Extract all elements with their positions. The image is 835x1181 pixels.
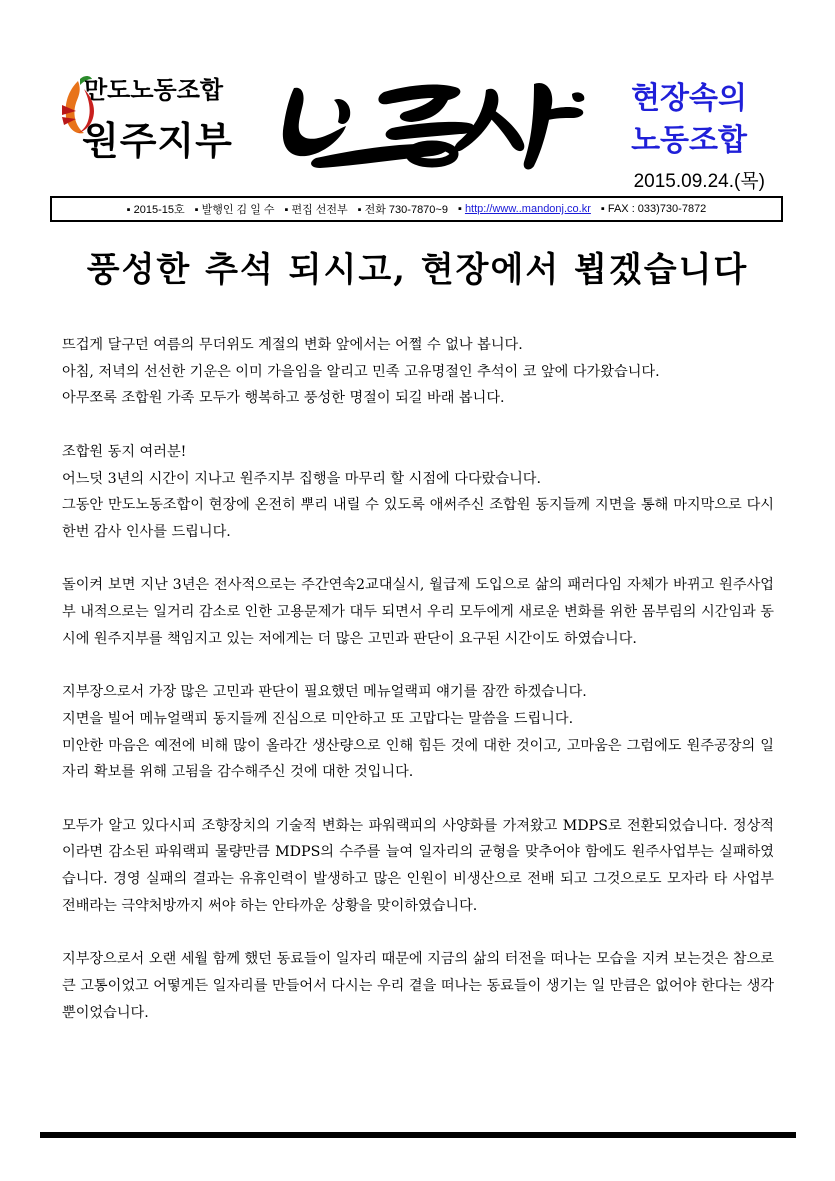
text-line: 지부장으로서 오랜 세월 함께 했던 동료들이 일자리 때문에 지금의 삶의 터전을 떠나는 모습을 지켜 보는것은 참으로 큰 고통이었고 어떻게든 일자리를 만들어서 다시는 우리 곁을 떠나는 동료들이 생기는 일 만큼은 없어야 한다는 생각뿐이었습니다. bbox=[62, 951, 774, 1021]
text-line: 아침, 저녁의 선선한 기운은 이미 가을임을 알리고 민족 고유명절인 추석이 코 앞에 다가왔습니다. bbox=[62, 363, 660, 380]
text-line: 지부장으로서 가장 많은 고민과 판단이 필요했던 메뉴얼랙피 얘기를 잠깐 하겠습니다. bbox=[62, 684, 587, 701]
info-bar bbox=[50, 196, 783, 222]
branch-name: 원주지부 bbox=[82, 119, 233, 163]
phone: ▪ 전화 730-7870~9 bbox=[357, 204, 448, 216]
publisher: ▪ 발행인 김 일 수 bbox=[194, 204, 275, 216]
text-line: 그동안 만도노동조합이 현장에 온전히 뿌리 내릴 수 있도록 애써주신 조합원 동지들께 지면을 통해 마지막으로 다시 한번 감사 인사를 드립니다. bbox=[62, 497, 774, 540]
paragraph-2 bbox=[62, 439, 774, 546]
slogan-line2: 노동조합 bbox=[631, 124, 747, 157]
slogan-line1: 현장속의 bbox=[631, 82, 747, 115]
bottom-rule bbox=[40, 1132, 796, 1138]
fax: ▪ FAX : 033)730-7872 bbox=[600, 203, 707, 215]
paragraph-5 bbox=[62, 813, 774, 920]
paragraph-4 bbox=[62, 679, 774, 786]
paragraph-3 bbox=[62, 572, 774, 652]
website-link[interactable]: http://www..mandonj.co.kr bbox=[464, 203, 591, 215]
paragraph-6 bbox=[62, 946, 774, 1026]
issue-date: 2015.09.24.(목) bbox=[633, 171, 765, 192]
text-line: 아무쪼록 조합원 가족 모두가 행복하고 풍성한 명절이 되길 바래 봅니다. bbox=[62, 390, 505, 407]
text-line: 조합원 동지 여러분! bbox=[62, 443, 187, 460]
editor: ▪ 편집 선전부 bbox=[284, 204, 348, 216]
url-item bbox=[458, 203, 591, 215]
text-line: 모두가 알고 있다시피 조향장치의 기술적 변화는 파워랙피의 사양화를 가져왔고 MDPS로 전환되었습니다. 정상적이라면 감소된 파워랙피 물량만큼 MDPS의 수주를 늘여 일자리의 균형을 맞추어야 함에도 원주사업부는 실패하였습니다. 경영 실패의 결과는 유휴인력이 발생하고 많은 인원이 비생산으로 전배 되고 그것으로도 모자라 타 사업부 전배라는 극약처방까지 써야 하는 안타까운 상황을 맞이하였습니다. bbox=[62, 817, 774, 914]
slogan bbox=[631, 78, 747, 162]
masthead-logo bbox=[272, 70, 590, 180]
text-line: 어느덧 3년의 시간이 지나고 원주지부 집행을 마무리 할 시점에 다다랐습니다. bbox=[62, 470, 541, 487]
issue-number: ▪ 2015-15호 bbox=[126, 204, 185, 216]
headline: 풍성한 추석 되시고, 현장에서 뵙겠습니다 bbox=[86, 250, 749, 290]
text-line: 미안한 마음은 예전에 비해 많이 올라간 생산량으로 인해 힘든 것에 대한 것이고, 고마움은 그럼에도 원주공장의 일자리 확보를 위해 고됨을 감수해주신 것에 대한 것입니다. bbox=[62, 737, 774, 781]
text-line: 뜨겁게 달구던 여름의 무더위도 계절의 변화 앞에서는 어쩔 수 없나 봅니다. bbox=[62, 337, 523, 353]
text-line: 돌이켜 보면 지난 3년은 전사적으로는 주간연속2교대실시, 월급제 도입으로 삶의 패러다임 자체가 바뀌고 원주사업부 내적으로는 일거리 감소로 인한 고용문제가 대두 되면서 우리 모두에게 새로운 변화를 위한 몸부림의 시간임과 동시에 원주지부를 책임지고 있는 저에게는 더 많은 고민과 판단이 요구된 시간이도 하였습니다. bbox=[62, 577, 774, 647]
article-body bbox=[62, 332, 774, 1053]
url-bullet: ▪ bbox=[457, 203, 462, 215]
text-line: 지면을 빌어 메뉴얼랙피 동지들께 진심으로 미안하고 또 고맙다는 말씀을 드립니다. bbox=[62, 710, 574, 727]
union-name: 만도노동조합 bbox=[84, 76, 224, 104]
paragraph-1 bbox=[62, 332, 774, 412]
